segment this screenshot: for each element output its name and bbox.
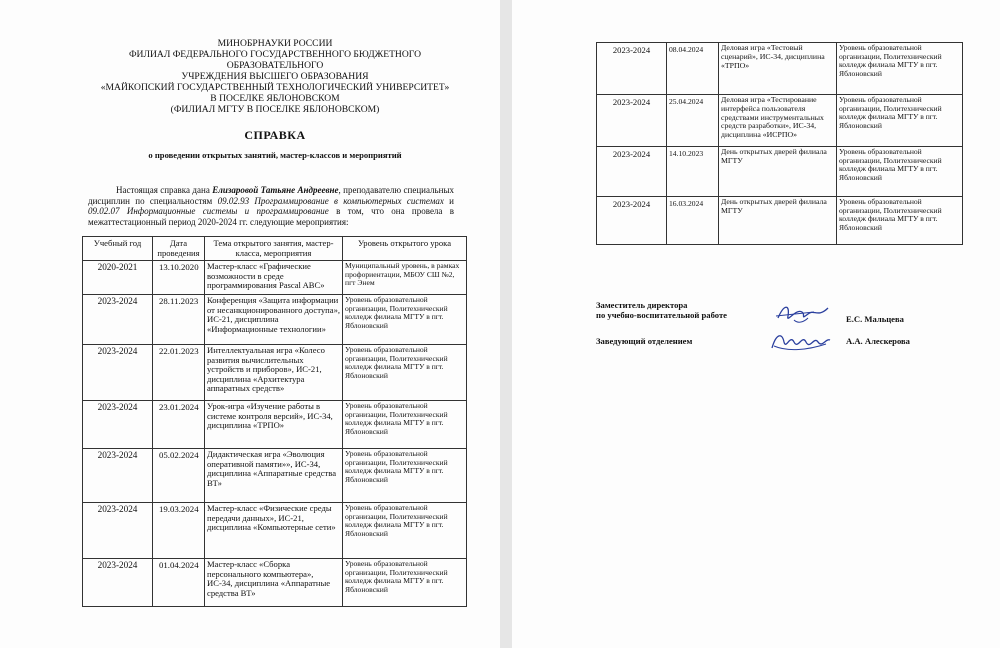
topic-cell: Деловая игра «Тестовый сценарий», ИС-34, дисциплина «ТРПО»: [719, 43, 837, 95]
year-cell: 2023-2024: [597, 95, 667, 147]
table-row: [83, 295, 467, 345]
column-header-date: Дата проведения: [153, 237, 205, 261]
events-table: [82, 236, 467, 607]
year-cell: 2023-2024: [83, 449, 153, 503]
institution-line: ФИЛИАЛ ФЕДЕРАЛЬНОГО ГОСУДАРСТВЕННОГО БЮДЖЕТНОГО ОБРАЗОВАТЕЛЬНОГО: [128, 49, 422, 71]
table-row: [83, 345, 467, 401]
year-cell: 2023-2024: [597, 43, 667, 95]
table-row: [83, 401, 467, 449]
intro-paragraph: [88, 185, 454, 227]
department-head-name: А.А. Алескерова: [846, 336, 910, 346]
level-cell: Уровень образовательной организации, Политехнический колледж филиала МГТУ в пгт. Яблоновский: [837, 43, 963, 95]
signatory-title-line: Заместитель директора: [596, 300, 688, 310]
topic-cell: Интеллектуальная игра «Колесо развития вычислительных устройств и приборов», ИС-21, дисциплина «Архитектура аппаратных средств»: [205, 345, 343, 401]
date-cell: 28.11.2023: [153, 295, 205, 345]
institution-line: В ПОСЕЛКЕ ЯБЛОНОВСКОМ: [210, 93, 340, 104]
table-row: [597, 197, 963, 245]
level-cell: Уровень образовательной организации, Политехнический колледж филиала МГТУ в пгт. Яблоновский: [343, 559, 467, 607]
date-cell: 22.01.2023: [153, 345, 205, 401]
topic-cell: Мастер-класс «Графические возможности в среде программирования Pascal ABC»: [205, 261, 343, 295]
date-cell: 05.02.2024: [153, 449, 205, 503]
date-cell: 25.04.2024: [667, 95, 719, 147]
column-header-level: Уровень открытого урока: [343, 237, 467, 261]
specialty-1: 09.02.93 Программирование в компьютерных системах: [217, 195, 444, 206]
table-row: [83, 503, 467, 559]
table-row: [83, 559, 467, 607]
year-cell: 2023-2024: [83, 503, 153, 559]
date-cell: 19.03.2024: [153, 503, 205, 559]
table-header-row: [83, 237, 467, 261]
ministry-line: МИНОБРНАУКИ РОССИИ: [217, 38, 333, 49]
level-cell: Уровень образовательной организации, Политехнический колледж филиала МГТУ в пгт. Яблоновский: [837, 147, 963, 197]
level-cell: Уровень образовательной организации, Политехнический колледж филиала МГТУ в пгт. Яблоновский: [343, 295, 467, 345]
year-cell: 2023-2024: [83, 559, 153, 607]
intro-text: Настоящая справка дана: [116, 185, 213, 195]
deputy-signature: [774, 300, 832, 326]
date-cell: 08.04.2024: [667, 43, 719, 95]
table-row: [597, 95, 963, 147]
document-page-2: [512, 0, 1000, 648]
year-cell: 2023-2024: [597, 147, 667, 197]
year-cell: 2023-2024: [597, 197, 667, 245]
level-cell: Уровень образовательной организации, Политехнический колледж филиала МГТУ в пгт. Яблоновский: [837, 197, 963, 245]
topic-cell: Мастер-класс «Физические среды передачи данных», ИС-21, дисциплина «Компьютерные сети»: [205, 503, 343, 559]
topic-cell: Конференция «Защита информации от несанкционированного доступа», ИС-21, дисциплина «Информационные технологии»: [205, 295, 343, 345]
year-cell: 2023-2024: [83, 401, 153, 449]
year-cell: 2023-2024: [83, 345, 153, 401]
events-table-body: [597, 43, 963, 245]
events-table-body: [83, 261, 467, 607]
document-subtitle: о проведении открытых занятий, мастер-классов и мероприятий: [148, 150, 402, 160]
head-signature: [768, 328, 832, 354]
institution-line: (ФИЛИАЛ МГТУ В ПОСЕЛКЕ ЯБЛОНОВСКОМ): [170, 104, 380, 115]
level-cell: Уровень образовательной организации, Политехнический колледж филиала МГТУ в пгт. Яблоновский: [343, 449, 467, 503]
table-row: [83, 449, 467, 503]
column-header-year: Учебный год: [83, 237, 153, 261]
level-cell: Уровень образовательной организации, Политехнический колледж филиала МГТУ в пгт. Яблоновский: [343, 503, 467, 559]
table-row: [597, 43, 963, 95]
intro-text: и: [443, 195, 454, 206]
date-cell: 16.03.2024: [667, 197, 719, 245]
topic-cell: Мастер-класс «Сборка персонального компьютера», ИС-34, дисциплина «Аппаратные средства ВТ»: [205, 559, 343, 607]
events-table-continued: [596, 42, 963, 245]
deputy-director-name: Е.С. Мальцева: [846, 314, 904, 324]
year-cell: 2020-2021: [83, 261, 153, 295]
date-cell: 23.01.2024: [153, 401, 205, 449]
column-header-topic: Тема открытого занятия, мастер-класса, мероприятия: [205, 237, 343, 261]
date-cell: 13.10.2020: [153, 261, 205, 295]
document-title: СПРАВКА: [244, 128, 306, 142]
institution-line: «МАЙКОПСКИЙ ГОСУДАРСТВЕННЫЙ ТЕХНОЛОГИЧЕСКИЙ УНИВЕРСИТЕТ»: [100, 82, 450, 93]
date-cell: 01.04.2024: [153, 559, 205, 607]
institution-line: УЧРЕЖДЕНИЯ ВЫСШЕГО ОБРАЗОВАНИЯ: [181, 71, 369, 82]
teacher-name: Елизаровой Татьяне Андреевне: [212, 185, 339, 195]
level-cell: Муниципальный уровень, в рамках профориентации, МБОУ СШ №2, пгт Энем: [343, 261, 467, 295]
level-cell: Уровень образовательной организации, Политехнический колледж филиала МГТУ в пгт. Яблоновский: [343, 345, 467, 401]
document-header: [80, 38, 470, 115]
date-cell: 14.10.2023: [667, 147, 719, 197]
deputy-director-title: [596, 300, 727, 320]
table-row: [83, 261, 467, 295]
topic-cell: Деловая игра «Тестирование интерфейса пользователя средствами инструментальных средств разработки», ИС-34, дисциплина «ИСРПО»: [719, 95, 837, 147]
level-cell: Уровень образовательной организации, Политехнический колледж филиала МГТУ в пгт. Яблоновский: [343, 401, 467, 449]
intro-text: в том, что она провела в межаттестационный период 2020-2024 гг. следующие мероприятия:: [88, 206, 455, 227]
topic-cell: Дидактическая игра «Эволюция оперативной памяти»», ИС-34, дисциплина «Аппаратные средства ВТ»: [205, 449, 343, 503]
topic-cell: День открытых дверей филиала МГТУ: [719, 147, 837, 197]
specialty-2: 09.02.07 Информационные системы и программирование: [88, 206, 329, 216]
signatory-title-line: по учебно-воспитательной работе: [596, 310, 727, 320]
department-head-title: Заведующий отделением: [596, 336, 693, 346]
topic-cell: День открытых дверей филиала МГТУ: [719, 197, 837, 245]
year-cell: 2023-2024: [83, 295, 153, 345]
topic-cell: Урок-игра «Изучение работы в системе контроля версий», ИС-34, дисциплина «ТРПО»: [205, 401, 343, 449]
table-row: [597, 147, 963, 197]
level-cell: Уровень образовательной организации, Политехнический колледж филиала МГТУ в пгт. Яблоновский: [837, 95, 963, 147]
intro-text: , преподавателю специальных дисциплин по специальностям: [88, 185, 454, 206]
